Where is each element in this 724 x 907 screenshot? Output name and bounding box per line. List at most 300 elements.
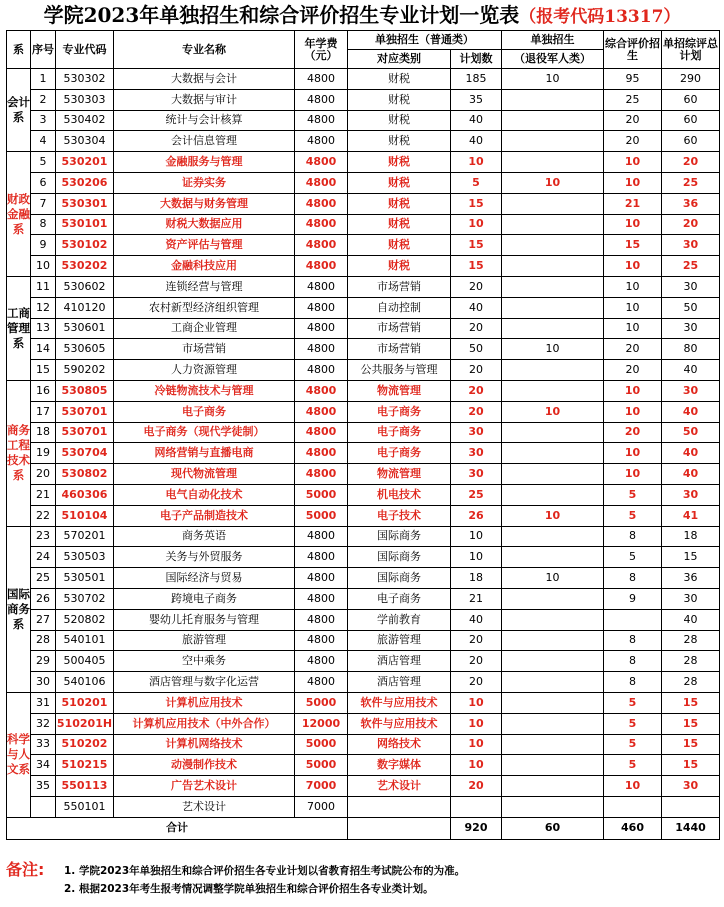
cell-name: 国际经济与贸易 (114, 568, 295, 589)
header-dept: 系 (7, 31, 31, 69)
cell-vet (502, 89, 604, 110)
dept-cell: 商务工程技术系 (7, 380, 31, 526)
cell-comp: 10 (604, 172, 662, 193)
cell-seq: 13 (31, 318, 56, 339)
cell-name: 广告艺术设计 (114, 776, 295, 797)
cell-comp: 8 (604, 672, 662, 693)
cell-total: 30 (662, 588, 720, 609)
table-row (7, 422, 720, 443)
cell-plan: 18 (451, 568, 502, 589)
cell-code: 530206 (56, 172, 114, 193)
total-label: 合计 (7, 817, 348, 839)
cell-plan: 20 (451, 630, 502, 651)
cell-code: 530304 (56, 131, 114, 152)
cell-fee: 4800 (295, 630, 348, 651)
totals-row (7, 817, 720, 839)
cell-code: 530102 (56, 235, 114, 256)
cell-cat: 市场营销 (348, 339, 451, 360)
table-row (7, 734, 720, 755)
cell-vet: 10 (502, 69, 604, 90)
cell-seq: 32 (31, 713, 56, 734)
header-name: 专业名称 (114, 31, 295, 69)
table-row (7, 464, 720, 485)
header-fee: 年学费（元） (295, 31, 348, 69)
cell-vet (502, 380, 604, 401)
cell-plan: 40 (451, 110, 502, 131)
cell-total: 60 (662, 110, 720, 131)
cell-total: 20 (662, 214, 720, 235)
cell-cat: 国际商务 (348, 547, 451, 568)
cell-plan: 20 (451, 401, 502, 422)
cell-seq: 29 (31, 651, 56, 672)
cell-cat: 财税 (348, 131, 451, 152)
cell-code: 510104 (56, 505, 114, 526)
cell-fee: 4800 (295, 672, 348, 693)
cell-total: 15 (662, 547, 720, 568)
cell-code: 530301 (56, 193, 114, 214)
cell-vet: 10 (502, 172, 604, 193)
cell-comp: 21 (604, 193, 662, 214)
cell-vet (502, 464, 604, 485)
cell-fee: 5000 (295, 692, 348, 713)
cell-comp: 10 (604, 276, 662, 297)
cell-total: 36 (662, 568, 720, 589)
cell-cat: 财税 (348, 152, 451, 173)
cell-comp: 20 (604, 131, 662, 152)
cell-cat: 财税 (348, 110, 451, 131)
cell-code: 530201 (56, 152, 114, 173)
table-row (7, 609, 720, 630)
cell-name: 资产评估与管理 (114, 235, 295, 256)
cell-cat: 自动控制 (348, 297, 451, 318)
cell-cat: 电子商务 (348, 401, 451, 422)
cell-fee: 4800 (295, 651, 348, 672)
cell-code: 540106 (56, 672, 114, 693)
cell-seq: 17 (31, 401, 56, 422)
cell-seq: 35 (31, 776, 56, 797)
cell-plan: 20 (451, 651, 502, 672)
cell-name: 关务与外贸服务 (114, 547, 295, 568)
cell-fee: 5000 (295, 755, 348, 776)
cell-total: 25 (662, 256, 720, 277)
enrollment-plan-table (6, 30, 720, 840)
cell-code: 550101 (56, 796, 114, 817)
page-title (0, 0, 724, 30)
cell-total: 50 (662, 297, 720, 318)
cell-total: 40 (662, 401, 720, 422)
cell-name: 市场营销 (114, 339, 295, 360)
exam-code: （报考代码13317） (519, 7, 681, 27)
cell-fee: 4800 (295, 256, 348, 277)
cell-comp (604, 609, 662, 630)
cell-plan: 35 (451, 89, 502, 110)
cell-seq: 33 (31, 734, 56, 755)
cell-comp: 8 (604, 630, 662, 651)
cell-fee: 4800 (295, 588, 348, 609)
cell-code: 530704 (56, 443, 114, 464)
cell-fee: 4800 (295, 339, 348, 360)
header-vet-sub: （退役军人类） (502, 50, 604, 69)
cell-comp: 20 (604, 360, 662, 381)
cell-cat: 网络技术 (348, 734, 451, 755)
cell-cat: 财税 (348, 193, 451, 214)
cell-vet: 10 (502, 505, 604, 526)
cell-cat: 公共服务与管理 (348, 360, 451, 381)
cell-fee: 4800 (295, 422, 348, 443)
cell-fee: 5000 (295, 484, 348, 505)
cell-name: 证券实务 (114, 172, 295, 193)
table-row (7, 526, 720, 547)
table-row (7, 776, 720, 797)
cell-comp: 20 (604, 339, 662, 360)
header-single-vet: 单独招生 (502, 31, 604, 50)
cell-comp: 9 (604, 588, 662, 609)
cell-plan: 15 (451, 193, 502, 214)
cell-comp: 5 (604, 692, 662, 713)
header-single-normal: 单独招生（普通类） (348, 31, 502, 50)
table-row (7, 672, 720, 693)
cell-plan: 10 (451, 755, 502, 776)
cell-fee: 5000 (295, 505, 348, 526)
cell-fee: 4800 (295, 360, 348, 381)
cell-seq: 27 (31, 609, 56, 630)
cell-comp: 8 (604, 651, 662, 672)
total-plan: 920 (451, 817, 502, 839)
cell-cat: 财税 (348, 89, 451, 110)
cell-seq: 6 (31, 172, 56, 193)
table-row (7, 69, 720, 90)
table-row (7, 318, 720, 339)
dept-cell: 科学与人文系 (7, 692, 31, 817)
cell-code: 530501 (56, 568, 114, 589)
title-main: 学院2023年单独招生和综合评价招生专业计划一览表 (43, 3, 520, 27)
cell-fee: 5000 (295, 734, 348, 755)
cell-fee: 4800 (295, 401, 348, 422)
cell-cat: 财税 (348, 214, 451, 235)
cell-seq: 21 (31, 484, 56, 505)
header-total-plan: 单招综评总计划 (662, 31, 720, 69)
cell-name: 大数据与会计 (114, 69, 295, 90)
cell-fee: 4800 (295, 214, 348, 235)
cell-plan: 50 (451, 339, 502, 360)
cell-vet: 10 (502, 339, 604, 360)
table-row (7, 484, 720, 505)
cell-name: 旅游管理 (114, 630, 295, 651)
cell-code: 510215 (56, 755, 114, 776)
cell-fee: 4800 (295, 318, 348, 339)
cell-vet (502, 214, 604, 235)
cell-plan: 10 (451, 152, 502, 173)
cell-comp: 8 (604, 568, 662, 589)
table-row (7, 152, 720, 173)
cell-plan: 20 (451, 776, 502, 797)
cell-comp: 8 (604, 526, 662, 547)
cell-cat: 财税 (348, 235, 451, 256)
cell-plan: 10 (451, 526, 502, 547)
cell-total: 20 (662, 152, 720, 173)
cell-cat: 市场营销 (348, 276, 451, 297)
cell-total: 28 (662, 630, 720, 651)
cell-fee: 7000 (295, 796, 348, 817)
cell-vet (502, 484, 604, 505)
cell-name: 艺术设计 (114, 796, 295, 817)
cell-cat: 数字媒体 (348, 755, 451, 776)
cell-plan: 20 (451, 672, 502, 693)
cell-vet (502, 713, 604, 734)
cell-total: 60 (662, 131, 720, 152)
cell-comp: 10 (604, 214, 662, 235)
cell-fee: 4800 (295, 89, 348, 110)
cell-seq: 24 (31, 547, 56, 568)
total-total: 1440 (662, 817, 720, 839)
table-row (7, 131, 720, 152)
cell-fee: 12000 (295, 713, 348, 734)
cell-name: 财税大数据应用 (114, 214, 295, 235)
cell-comp: 10 (604, 256, 662, 277)
cell-code: 520802 (56, 609, 114, 630)
cell-code: 410120 (56, 297, 114, 318)
cell-code: 540101 (56, 630, 114, 651)
table-row (7, 89, 720, 110)
table-row (7, 235, 720, 256)
note-line-1: 1. 学院2023年单独招生和综合评价招生各专业计划以省教育招生考试院公布的为准。 (64, 865, 466, 877)
cell-code: 530701 (56, 422, 114, 443)
cell-fee: 4800 (295, 609, 348, 630)
cell-code: 550113 (56, 776, 114, 797)
cell-name: 现代物流管理 (114, 464, 295, 485)
cell-name: 商务英语 (114, 526, 295, 547)
cell-code: 530202 (56, 256, 114, 277)
cell-total: 40 (662, 360, 720, 381)
cell-code: 530101 (56, 214, 114, 235)
table-row (7, 172, 720, 193)
cell-fee: 4800 (295, 276, 348, 297)
cell-name: 冷链物流技术与管理 (114, 380, 295, 401)
table-row (7, 110, 720, 131)
table-row (7, 443, 720, 464)
note-line-2: 2. 根据2023年考生报考情况调整学院单独招生和综合评价招生各专业类计划。 (64, 883, 434, 895)
cell-cat: 国际商务 (348, 526, 451, 547)
cell-seq: 2 (31, 89, 56, 110)
cell-plan: 15 (451, 256, 502, 277)
cell-plan: 20 (451, 276, 502, 297)
cell-name: 统计与会计核算 (114, 110, 295, 131)
cell-cat: 电子商务 (348, 588, 451, 609)
cell-cat: 软件与应用技术 (348, 713, 451, 734)
cell-cat: 物流管理 (348, 464, 451, 485)
table-row (7, 588, 720, 609)
cell-name: 婴幼儿托育服务与管理 (114, 609, 295, 630)
cell-seq (31, 796, 56, 817)
cell-comp: 10 (604, 152, 662, 173)
cell-name: 大数据与审计 (114, 89, 295, 110)
cell-vet (502, 318, 604, 339)
cell-name: 电子商务（现代学徒制） (114, 422, 295, 443)
cell-name: 电气自动化技术 (114, 484, 295, 505)
table-row (7, 796, 720, 817)
cell-code: 530601 (56, 318, 114, 339)
cell-name: 跨境电子商务 (114, 588, 295, 609)
cell-seq: 9 (31, 235, 56, 256)
cell-total: 30 (662, 776, 720, 797)
table-row (7, 505, 720, 526)
cell-plan: 26 (451, 505, 502, 526)
cell-comp: 25 (604, 89, 662, 110)
cell-vet (502, 256, 604, 277)
cell-name: 大数据与财务管理 (114, 193, 295, 214)
cell-fee: 4800 (295, 172, 348, 193)
cell-code: 530802 (56, 464, 114, 485)
cell-fee: 4800 (295, 380, 348, 401)
cell-total (662, 796, 720, 817)
table-row (7, 755, 720, 776)
cell-comp: 10 (604, 318, 662, 339)
cell-seq: 19 (31, 443, 56, 464)
dept-cell: 工商管理系 (7, 276, 31, 380)
cell-total: 40 (662, 609, 720, 630)
cell-cat: 财税 (348, 69, 451, 90)
cell-comp: 95 (604, 69, 662, 90)
cell-total: 80 (662, 339, 720, 360)
cell-cat: 电子技术 (348, 505, 451, 526)
cell-seq: 31 (31, 692, 56, 713)
cell-plan: 20 (451, 360, 502, 381)
cell-vet (502, 609, 604, 630)
cell-seq: 15 (31, 360, 56, 381)
cell-name: 空中乘务 (114, 651, 295, 672)
cell-seq: 14 (31, 339, 56, 360)
header-seq: 序号 (31, 31, 56, 69)
cell-cat: 软件与应用技术 (348, 692, 451, 713)
cell-vet (502, 651, 604, 672)
cell-cat: 艺术设计 (348, 776, 451, 797)
cell-fee: 4800 (295, 110, 348, 131)
cell-code: 530303 (56, 89, 114, 110)
cell-code: 530503 (56, 547, 114, 568)
cell-seq: 7 (31, 193, 56, 214)
cell-comp: 5 (604, 484, 662, 505)
cell-cat: 机电技术 (348, 484, 451, 505)
cell-fee: 4800 (295, 547, 348, 568)
cell-seq: 1 (31, 69, 56, 90)
header-category: 对应类别 (348, 50, 451, 69)
cell-vet (502, 235, 604, 256)
cell-name: 农村新型经济组织管理 (114, 297, 295, 318)
cell-seq: 25 (31, 568, 56, 589)
dept-cell: 会计系 (7, 69, 31, 152)
table-row (7, 214, 720, 235)
cell-plan: 21 (451, 588, 502, 609)
cell-vet (502, 547, 604, 568)
cell-cat: 财税 (348, 256, 451, 277)
cell-total: 15 (662, 734, 720, 755)
cell-total: 15 (662, 755, 720, 776)
cell-total: 30 (662, 318, 720, 339)
cell-seq: 22 (31, 505, 56, 526)
cell-comp: 5 (604, 713, 662, 734)
cell-plan: 10 (451, 713, 502, 734)
cell-name: 电子商务 (114, 401, 295, 422)
cell-name: 计算机网络技术 (114, 734, 295, 755)
total-vet: 60 (502, 817, 604, 839)
cell-cat: 电子商务 (348, 443, 451, 464)
cell-total: 40 (662, 464, 720, 485)
cell-plan: 15 (451, 235, 502, 256)
cell-fee: 4800 (295, 131, 348, 152)
cell-vet (502, 110, 604, 131)
header-code: 专业代码 (56, 31, 114, 69)
cell-code: 530702 (56, 588, 114, 609)
notes (6, 853, 719, 903)
cell-seq: 30 (31, 672, 56, 693)
table-row (7, 193, 720, 214)
cell-total: 28 (662, 651, 720, 672)
cell-name: 电子产品制造技术 (114, 505, 295, 526)
cell-code: 570201 (56, 526, 114, 547)
cell-seq: 16 (31, 380, 56, 401)
cell-vet (502, 443, 604, 464)
cell-seq: 8 (31, 214, 56, 235)
cell-plan: 30 (451, 443, 502, 464)
cell-comp (604, 796, 662, 817)
cell-vet (502, 734, 604, 755)
cell-comp: 10 (604, 464, 662, 485)
cell-code: 500405 (56, 651, 114, 672)
cell-plan: 25 (451, 484, 502, 505)
cell-plan: 5 (451, 172, 502, 193)
cell-code: 530402 (56, 110, 114, 131)
cell-name: 会计信息管理 (114, 131, 295, 152)
cell-code: 530602 (56, 276, 114, 297)
cell-fee: 4800 (295, 464, 348, 485)
cell-total: 28 (662, 672, 720, 693)
table-row (7, 568, 720, 589)
cell-name: 计算机应用技术（中外合作） (114, 713, 295, 734)
cell-plan: 20 (451, 318, 502, 339)
cell-fee: 4800 (295, 443, 348, 464)
cell-total: 290 (662, 69, 720, 90)
cell-vet (502, 796, 604, 817)
dept-cell: 财政金融系 (7, 152, 31, 277)
notes-label: 备注: (6, 860, 45, 879)
cell-plan: 40 (451, 131, 502, 152)
table-row (7, 380, 720, 401)
total-cat (348, 817, 451, 839)
cell-cat (348, 796, 451, 817)
table-row (7, 401, 720, 422)
cell-vet (502, 672, 604, 693)
cell-code: 530302 (56, 69, 114, 90)
cell-fee: 4800 (295, 152, 348, 173)
cell-plan: 10 (451, 214, 502, 235)
cell-cat: 财税 (348, 172, 451, 193)
cell-total: 30 (662, 380, 720, 401)
cell-vet (502, 588, 604, 609)
header-comprehensive: 综合评价招生 (604, 31, 662, 69)
cell-vet (502, 131, 604, 152)
cell-comp: 15 (604, 235, 662, 256)
cell-cat: 酒店管理 (348, 651, 451, 672)
cell-cat: 电子商务 (348, 422, 451, 443)
cell-code: 510202 (56, 734, 114, 755)
cell-plan: 30 (451, 422, 502, 443)
cell-seq: 3 (31, 110, 56, 131)
cell-total: 36 (662, 193, 720, 214)
cell-plan: 185 (451, 69, 502, 90)
header-plan-count: 计划数 (451, 50, 502, 69)
cell-seq: 10 (31, 256, 56, 277)
cell-code: 460306 (56, 484, 114, 505)
